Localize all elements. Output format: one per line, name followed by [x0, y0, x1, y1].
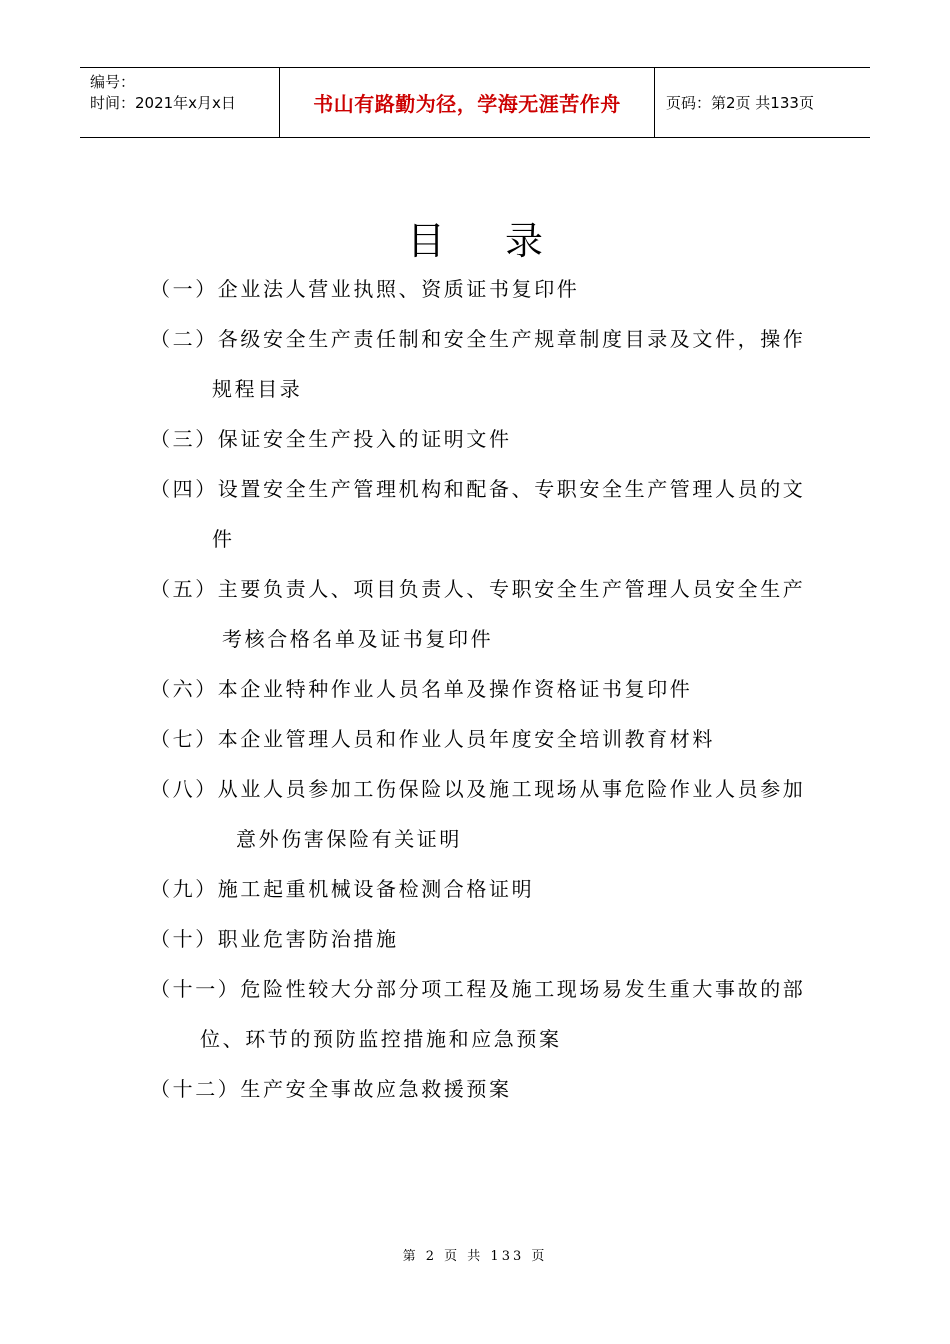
page-footer: 第 2 页 共 133 页 [402, 1249, 548, 1264]
toc-item-continuation: 意外伤害保险有关证明 [236, 827, 462, 851]
toc-item-continuation: 位、环节的预防监控措施和应急预案 [200, 1027, 562, 1051]
toc-item-text: （十）职业危害防治措施 [150, 927, 399, 951]
toc-item-text: （五）主要负责人、项目负责人、专职安全生产管理人员安全生产 [150, 577, 806, 601]
toc-item-text: （八）从业人员参加工伤保险以及施工现场从事危险作业人员参加 [150, 777, 806, 801]
toc-item [150, 714, 810, 764]
header-page-info: 页码：第2页 共133页 [666, 94, 814, 112]
toc-item [150, 264, 810, 314]
toc-item-continuation: 考核合格名单及证书复印件 [222, 627, 494, 651]
time-label: 时间：2021年x月x日 [90, 94, 236, 112]
toc-item-text: （十二）生产安全事故应急救援预案 [150, 1077, 512, 1101]
toc-item [150, 464, 810, 564]
toc-item-continuation: 规程目录 [212, 377, 303, 401]
number-label: 编号： [90, 73, 136, 91]
toc-item [150, 764, 810, 864]
toc-item-text: （十一）危险性较大分部分项工程及施工现场易发生重大事故的部 [150, 977, 806, 1001]
document-header [80, 67, 870, 138]
header-slogan: 书山有路勤为径，学海无涯苦作舟 [280, 68, 655, 137]
toc-item-text: （二）各级安全生产责任制和安全生产规章制度目录及文件，操作 [150, 327, 806, 351]
toc-item [150, 914, 810, 964]
toc-item [150, 564, 810, 664]
toc-item [150, 414, 810, 464]
toc-item-text: （六）本企业特种作业人员名单及操作资格证书复印件 [150, 677, 693, 701]
page-title: 目录 [406, 219, 603, 263]
toc-item-text: （三）保证安全生产投入的证明文件 [150, 427, 512, 451]
toc-item-text: （九）施工起重机械设备检测合格证明 [150, 877, 535, 901]
toc-item [150, 864, 810, 914]
toc-item-continuation: 件 [212, 527, 235, 551]
toc-item [150, 964, 810, 1064]
toc-item [150, 1064, 810, 1114]
toc-item [150, 664, 810, 714]
toc-item [150, 314, 810, 414]
toc-item-text: （一）企业法人营业执照、资质证书复印件 [150, 277, 580, 301]
header-meta [80, 68, 280, 137]
toc-item-text: （四）设置安全生产管理机构和配备、专职安全生产管理人员的文 [150, 477, 806, 501]
table-of-contents [150, 264, 810, 1114]
toc-item-text: （七）本企业管理人员和作业人员年度安全培训教育材料 [150, 727, 715, 751]
